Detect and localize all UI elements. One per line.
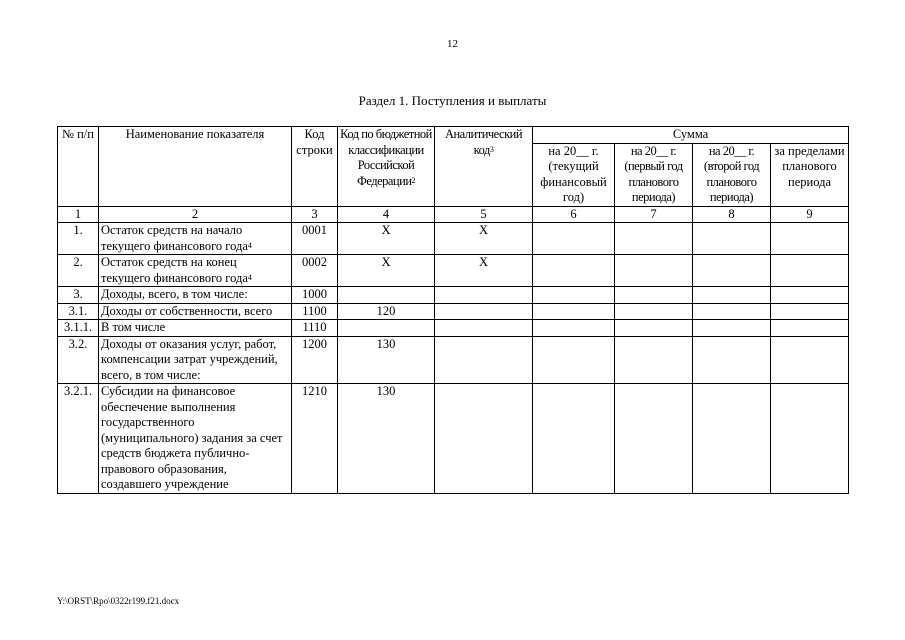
- header-line-code: Код строки: [292, 127, 338, 207]
- sum-cell[interactable]: [615, 303, 693, 320]
- header-name: Наименование показателя: [99, 127, 292, 207]
- sum-cell[interactable]: [693, 287, 771, 304]
- sum-cell[interactable]: [615, 336, 693, 384]
- receipts-payments-table: [57, 126, 849, 494]
- col-number: 4: [338, 206, 435, 223]
- header-sum: Сумма: [533, 127, 849, 144]
- row-num: 3.1.1.: [58, 320, 99, 337]
- row-analytic-code: [435, 320, 533, 337]
- sum-cell[interactable]: [533, 255, 615, 287]
- row-name: [99, 223, 292, 255]
- row-budget-code: 130: [338, 336, 435, 384]
- section-title: Раздел 1. Поступления и выплаты: [358, 93, 547, 108]
- sum-cell[interactable]: [693, 384, 771, 494]
- row-line-code: 1210: [292, 384, 338, 494]
- sum-cell[interactable]: [533, 303, 615, 320]
- header-sum-plan1: на 20__ г. (первый год планового периода): [615, 143, 693, 206]
- col-number: 3: [292, 206, 338, 223]
- row-line-code: 0002: [292, 255, 338, 287]
- sum-cell[interactable]: [771, 384, 849, 494]
- sum-cell[interactable]: [615, 255, 693, 287]
- row-budget-code: [338, 320, 435, 337]
- sum-cell[interactable]: [771, 303, 849, 320]
- sum-cell[interactable]: [615, 320, 693, 337]
- table-row: [58, 320, 849, 337]
- sum-cell[interactable]: [693, 303, 771, 320]
- row-num: 3.2.: [58, 336, 99, 384]
- header-sum-beyond: за пределами планового периода: [771, 143, 849, 206]
- sum-cell[interactable]: [533, 287, 615, 304]
- row-line-code: 1000: [292, 287, 338, 304]
- table-row: [58, 255, 849, 287]
- sum-cell[interactable]: [771, 287, 849, 304]
- sum-cell[interactable]: [533, 336, 615, 384]
- row-name: Доходы, всего, в том числе:: [99, 287, 292, 304]
- row-budget-code: [338, 287, 435, 304]
- table-row: [58, 287, 849, 304]
- sum-cell[interactable]: [693, 320, 771, 337]
- row-name: В том числе: [99, 320, 292, 337]
- row-name: [99, 255, 292, 287]
- row-name: Субсидии на финансовое обеспечение выполнения государственного (муниципального) задания за счет средств бюджета публично-правового образования, создавшего учреждение: [99, 384, 292, 494]
- row-analytic-code: X: [435, 255, 533, 287]
- row-analytic-code: X: [435, 223, 533, 255]
- footer-file-path: Y:\ORST\Rpo\0322r199.f21.docx: [57, 596, 180, 606]
- row-budget-code: 120: [338, 303, 435, 320]
- footnote-ref: 3: [489, 144, 494, 154]
- table-row: [58, 336, 849, 384]
- sum-cell[interactable]: [615, 223, 693, 255]
- column-numbers-row: [58, 206, 849, 223]
- header-analytic-code-text: Аналитический код: [444, 127, 523, 157]
- row-name-text: Остаток средств на конец текущего финансового года: [101, 255, 248, 285]
- footnote-ref: 4: [247, 272, 252, 282]
- header-budget-code-text: Код по бюджетной классификации Российской Федерации: [340, 127, 432, 188]
- sum-cell[interactable]: [615, 384, 693, 494]
- header-row: [58, 127, 849, 144]
- row-num: 2.: [58, 255, 99, 287]
- col-number: 6: [533, 206, 615, 223]
- table-row: [58, 223, 849, 255]
- row-line-code: 0001: [292, 223, 338, 255]
- row-budget-code: X: [338, 255, 435, 287]
- header-num: № п/п: [58, 127, 99, 207]
- row-name: Доходы от собственности, всего: [99, 303, 292, 320]
- row-analytic-code: [435, 336, 533, 384]
- header-sum-plan2: на 20__ г. (второй год планового периода): [693, 143, 771, 206]
- row-name: Доходы от оказания услуг, работ, компенсации затрат учреждений, всего, в том числе:: [99, 336, 292, 384]
- sum-cell[interactable]: [533, 223, 615, 255]
- row-num: 3.: [58, 287, 99, 304]
- row-budget-code: X: [338, 223, 435, 255]
- sum-cell[interactable]: [771, 255, 849, 287]
- sum-cell[interactable]: [693, 255, 771, 287]
- row-analytic-code: [435, 287, 533, 304]
- row-name-text: Остаток средств на начало текущего финансового года: [101, 223, 248, 253]
- sum-cell[interactable]: [771, 336, 849, 384]
- col-number: 1: [58, 206, 99, 223]
- row-num: 3.2.1.: [58, 384, 99, 494]
- header-budget-code: [338, 127, 435, 207]
- sum-cell[interactable]: [693, 223, 771, 255]
- row-line-code: 1110: [292, 320, 338, 337]
- row-num: 1.: [58, 223, 99, 255]
- sum-cell[interactable]: [533, 384, 615, 494]
- col-number: 9: [771, 206, 849, 223]
- footnote-ref: 2: [411, 175, 416, 185]
- table-row: [58, 384, 849, 494]
- sum-cell[interactable]: [771, 320, 849, 337]
- row-budget-code: 130: [338, 384, 435, 494]
- page-number: 12: [447, 38, 458, 50]
- col-number: 5: [435, 206, 533, 223]
- col-number: 8: [693, 206, 771, 223]
- sum-cell[interactable]: [693, 336, 771, 384]
- header-sum-current: на 20__ г. (текущий финансовый год): [533, 143, 615, 206]
- sum-cell[interactable]: [533, 320, 615, 337]
- footnote-ref: 4: [247, 240, 252, 250]
- col-number: 2: [99, 206, 292, 223]
- row-analytic-code: [435, 303, 533, 320]
- row-line-code: 1200: [292, 336, 338, 384]
- table-row: [58, 303, 849, 320]
- col-number: 7: [615, 206, 693, 223]
- sum-cell[interactable]: [615, 287, 693, 304]
- row-analytic-code: [435, 384, 533, 494]
- sum-cell[interactable]: [771, 223, 849, 255]
- header-analytic-code: [435, 127, 533, 207]
- row-line-code: 1100: [292, 303, 338, 320]
- row-num: 3.1.: [58, 303, 99, 320]
